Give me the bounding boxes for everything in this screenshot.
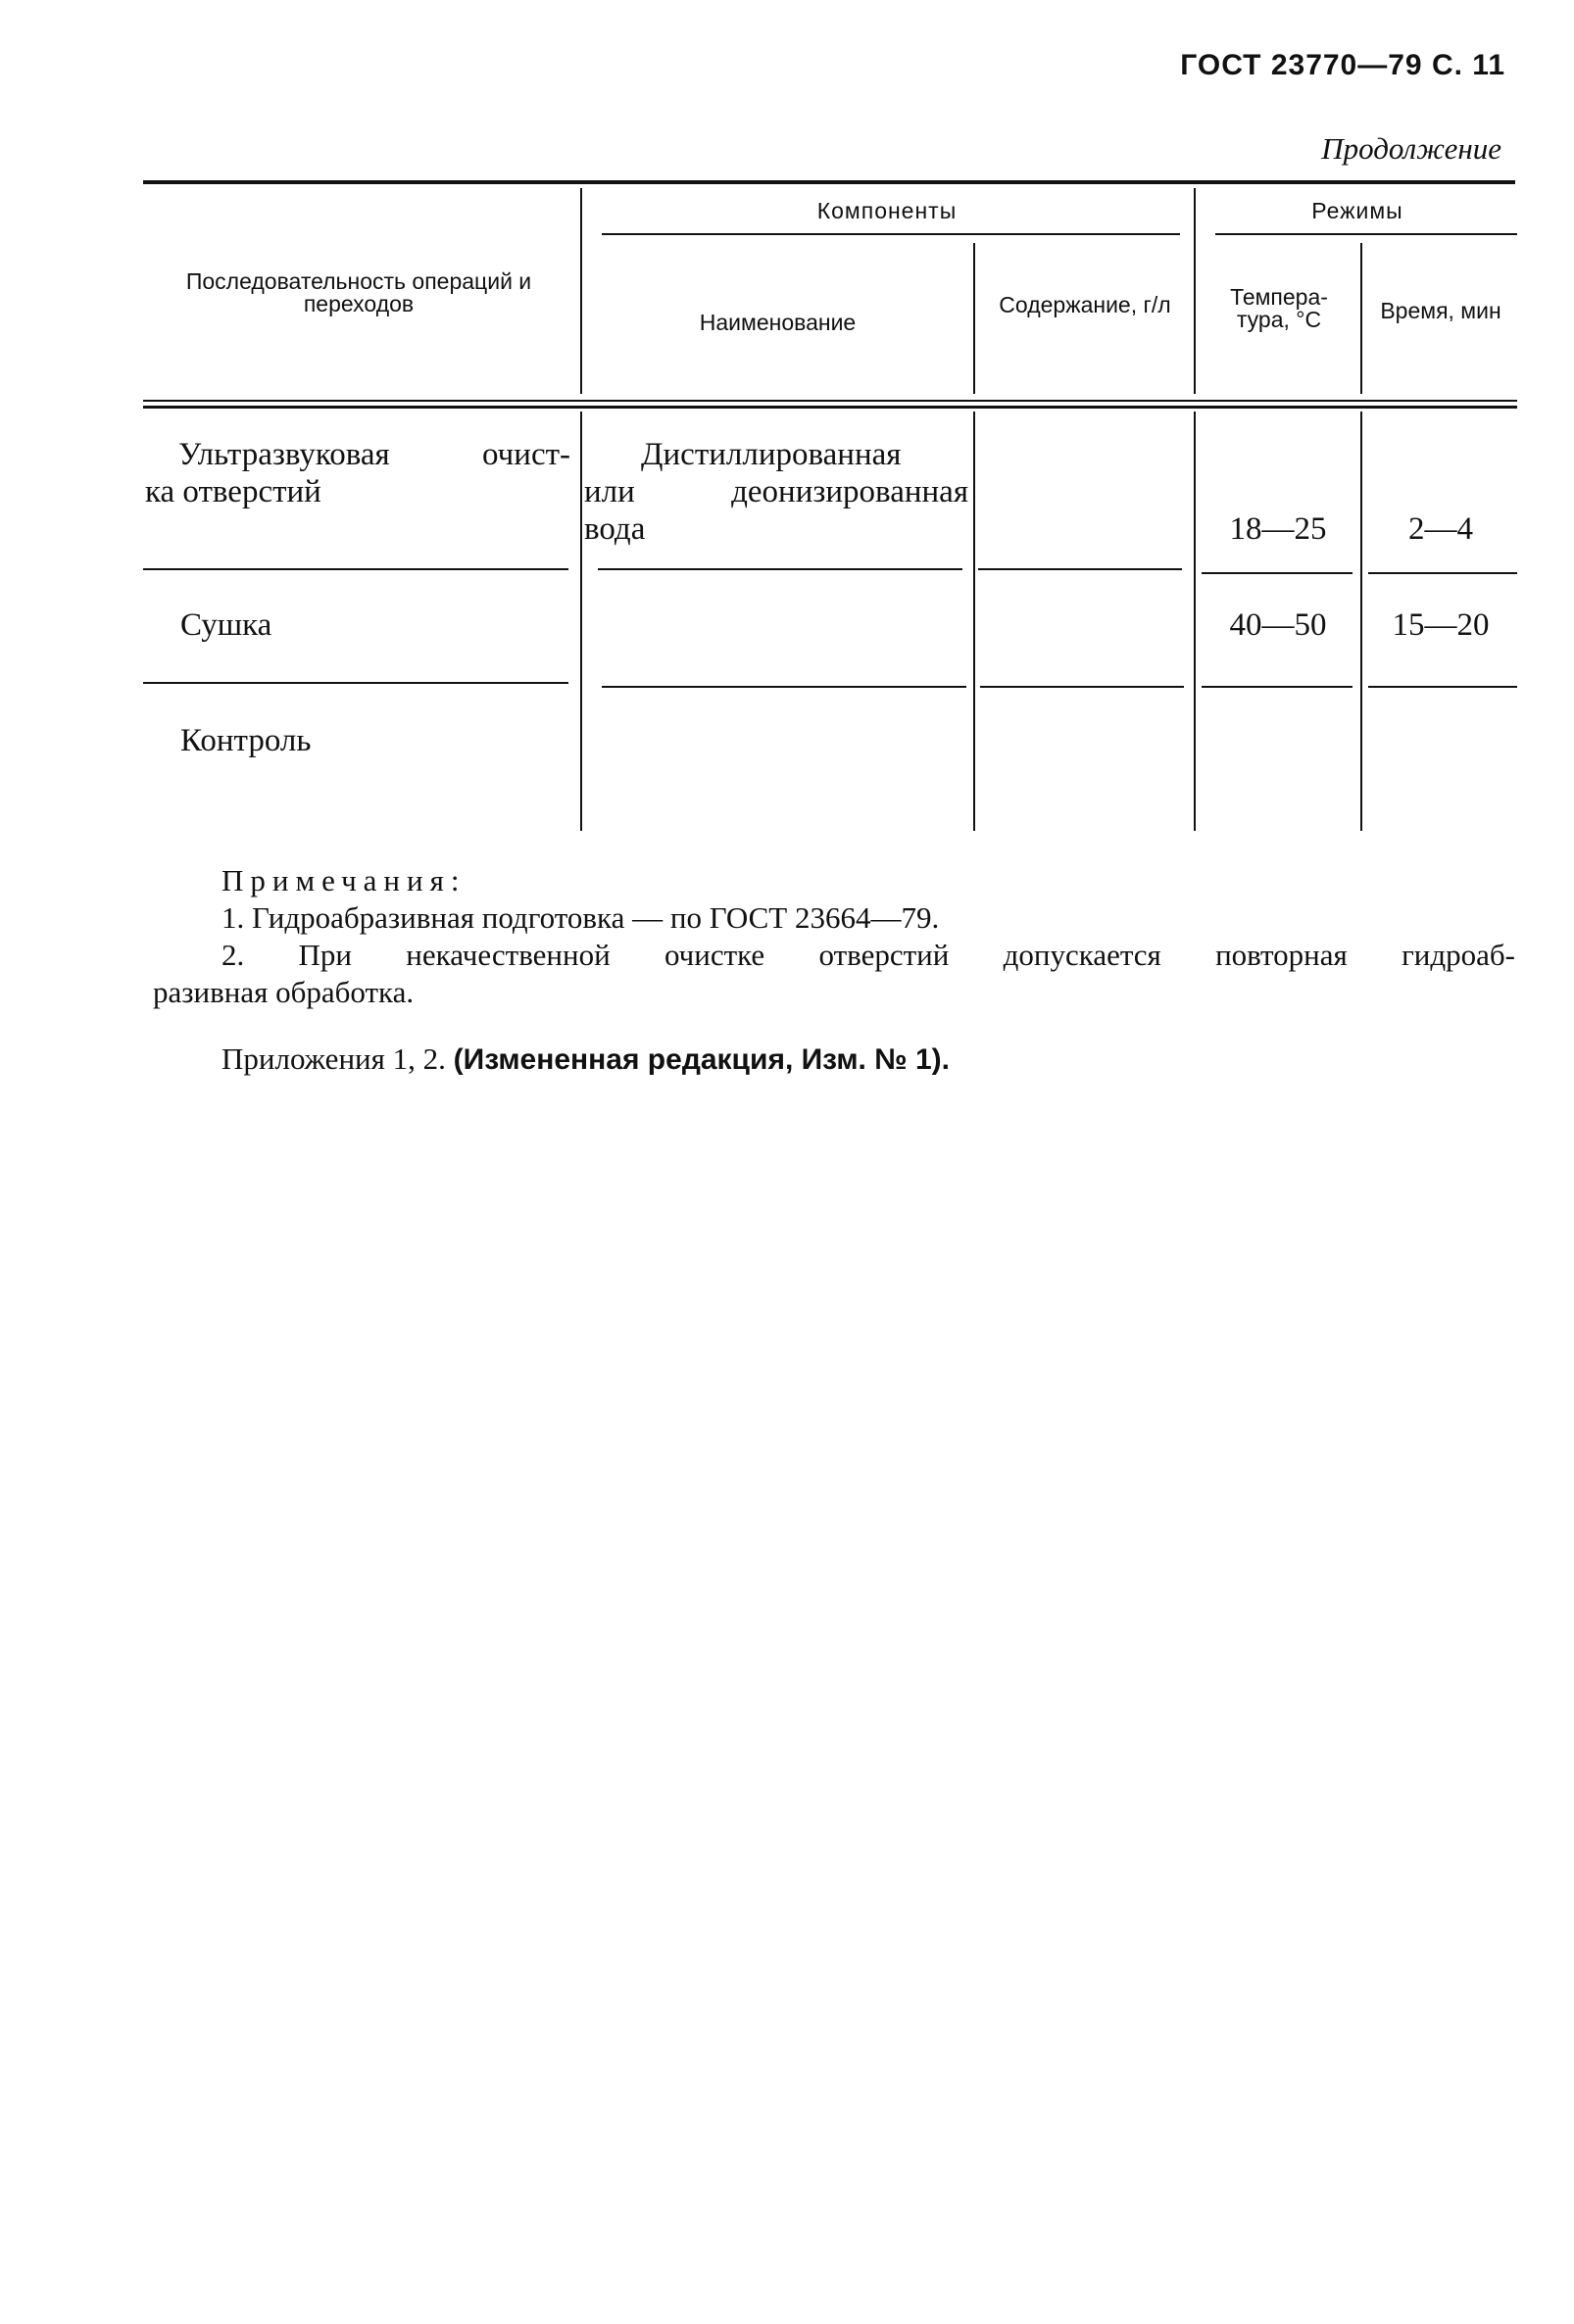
row2-time: 15—20	[1392, 607, 1490, 643]
row-separator	[980, 686, 1184, 688]
header-temperature: Темпера-тура, °С	[1230, 284, 1328, 332]
header-rule-2	[143, 406, 1517, 409]
row1-time: 2—4	[1408, 511, 1473, 547]
header-divider	[580, 188, 582, 394]
continuation-label: Продолжение	[1321, 131, 1501, 166]
row1-operation-line1: Ультразвуковая очист-	[178, 437, 570, 472]
row2-temperature: 40—50	[1229, 607, 1327, 643]
row-separator	[143, 568, 568, 570]
body-divider	[1360, 412, 1362, 831]
note-item-2-cont: разивная обработка.	[153, 975, 415, 1009]
note-item-2: 2. При некачественной очистке отверстий допускается повторная гидроаб-	[221, 938, 1515, 972]
row-separator	[143, 682, 568, 684]
row1-name-line3: вода	[584, 511, 646, 547]
row-separator	[598, 568, 962, 570]
row-separator	[1368, 686, 1517, 688]
header-name: Наименование	[699, 310, 857, 335]
appendix-revision: (Измененная редакция, Изм. № 1).	[453, 1043, 950, 1076]
appendix-line	[221, 1041, 950, 1079]
row3-operation: Контроль	[180, 723, 312, 758]
row-separator	[978, 568, 1182, 570]
header-divider	[1194, 188, 1196, 394]
notes-title: Примечания:	[221, 863, 467, 897]
row1-temperature: 18—25	[1229, 511, 1327, 547]
row2-operation: Сушка	[180, 607, 272, 643]
body-divider	[1194, 412, 1196, 831]
document-header: ГОСТ 23770—79 С. 11	[1180, 49, 1505, 81]
components-underline	[602, 233, 1180, 235]
header-content: Содержание, г/л	[999, 292, 1171, 317]
header-components: Компоненты	[816, 198, 958, 223]
body-divider	[580, 412, 582, 831]
header-sequence: Последовательность операций и переходов	[185, 268, 532, 316]
header-divider	[1360, 243, 1362, 394]
body-divider	[973, 412, 975, 831]
modes-underline	[1215, 233, 1517, 235]
row1-name-line2: или деонизированная	[584, 474, 968, 509]
row-separator	[1368, 572, 1517, 574]
row-separator	[1202, 572, 1353, 574]
row1-operation-line2: ка отверстий	[145, 474, 321, 509]
row-separator	[1202, 686, 1353, 688]
header-divider	[973, 243, 975, 394]
note-item-1: 1. Гидроабразивная подготовка — по ГОСТ 23664—79.	[221, 900, 940, 935]
row1-name-line1: Дистиллированная	[641, 437, 902, 472]
header-modes: Режимы	[1311, 198, 1403, 223]
header-rule-1	[143, 400, 1517, 402]
header-time: Время, мин	[1380, 298, 1501, 323]
row-separator	[602, 686, 966, 688]
appendix-prefix: Приложения 1, 2.	[221, 1041, 454, 1076]
table-top-rule	[143, 180, 1515, 184]
